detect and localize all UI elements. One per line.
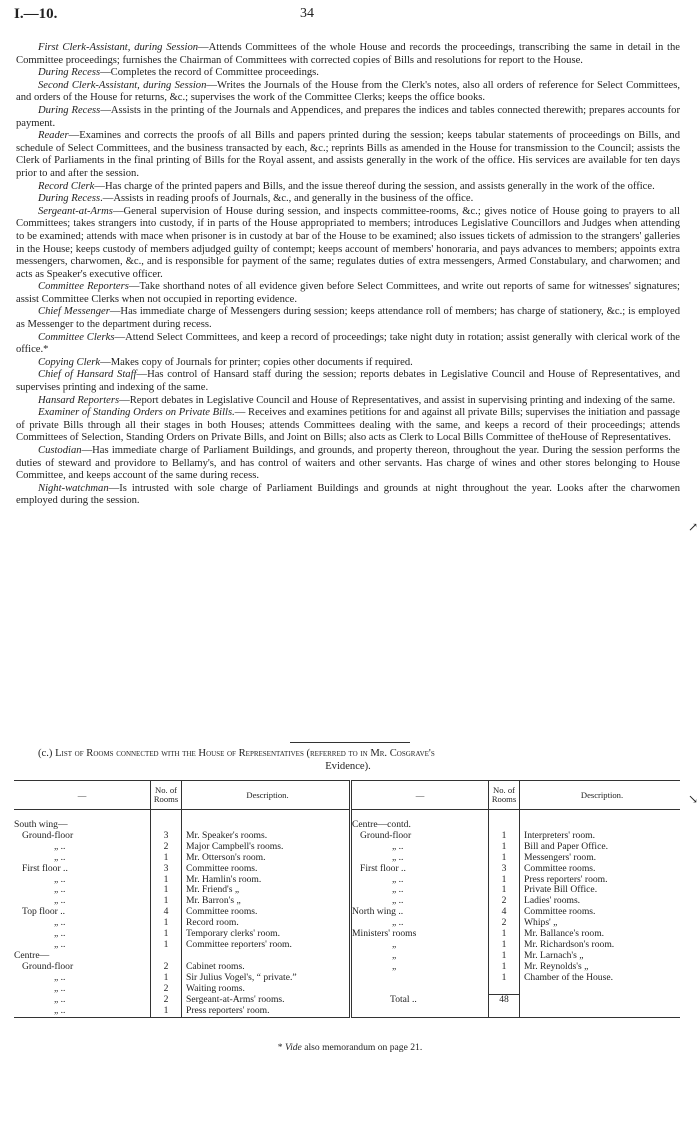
- location-cell: „ ..: [351, 842, 489, 853]
- duty-text: —Attends Committees of the whole House and records the proceedings, transcribing the same in detail in the Committee proceedings; furnishes the Chairman of Committees with corrected copies of Bills and resolutions for report to the House.: [16, 42, 680, 66]
- location-cell: North wing ..: [351, 907, 489, 918]
- duty-text: —Has charge of the printed papers and Bills, and the issue thereof during the session, and assists generally in the work of the office.: [94, 180, 655, 192]
- description-cell: Sir Julius Vogel's, “ private.”: [186, 971, 297, 983]
- location-cell: Ground-floor: [14, 831, 151, 842]
- description-cell: Mr. Friend's „: [186, 884, 240, 896]
- rooms-count-cell: 1: [489, 831, 520, 842]
- description-cell: [520, 984, 681, 995]
- location-cell: „: [351, 940, 489, 951]
- rooms-count-cell: 1: [151, 885, 182, 896]
- duty-title: Committee Clerks: [38, 331, 115, 343]
- duty-text: —Writes the Journals of the House from the Clerk's notes, also all orders of reference for Select Committees, and orders of the House for returns, &c.; supervises the work of the Committee Clerks; keeps the office books.: [16, 79, 680, 104]
- rooms-count-cell: 1: [489, 842, 520, 853]
- rooms-count-cell: 1: [151, 875, 182, 886]
- header-no-left: No. of Rooms: [151, 781, 182, 810]
- duty-title: Second Clerk-Assistant, during Session: [38, 79, 207, 91]
- rooms-count-cell: 1: [489, 962, 520, 973]
- duty-paragraph: [16, 483, 680, 508]
- duty-title: Examiner of Standing Orders on Private Bills.: [38, 407, 235, 419]
- margin-mark-icon: ↗: [688, 520, 699, 534]
- location-cell: Centre—contd.: [351, 820, 489, 831]
- duty-paragraph: [16, 130, 680, 180]
- duty-paragraph: [16, 206, 680, 282]
- header-desc-left: Description.: [182, 781, 351, 810]
- table-row: [14, 1006, 680, 1017]
- rooms-count-cell: 2: [489, 896, 520, 907]
- duty-title: Chief Messenger: [38, 306, 110, 318]
- location-cell: „ ..: [14, 1006, 151, 1017]
- rooms-count-cell: 2: [151, 984, 182, 995]
- location-cell: [351, 1006, 489, 1017]
- duty-paragraph: [16, 193, 680, 206]
- duty-paragraph: [16, 445, 680, 483]
- table-row: [14, 907, 680, 918]
- duty-title: Night-watchman: [38, 482, 109, 494]
- description-cell: Major Campbell's rooms.: [186, 840, 284, 852]
- rooms-count-cell: 3: [151, 831, 182, 842]
- duty-text: —Has immediate charge of Messengers during session; keeps attendance roll of members; has charge of stationery, &c.; is employed as Messenger to the department during recess.: [16, 306, 680, 331]
- duty-title: Sergeant-at-Arms: [38, 205, 113, 217]
- location-cell: „ ..: [14, 940, 151, 951]
- description-cell: Mr. Speaker's rooms.: [186, 829, 268, 841]
- rooms-count-cell: 2: [151, 842, 182, 853]
- description-cell: Committee reporters' room.: [186, 938, 292, 950]
- location-cell: South wing—: [14, 820, 151, 831]
- rooms-count-cell: 2: [489, 918, 520, 929]
- rooms-count-cell: 1: [151, 973, 182, 984]
- duty-paragraph: [16, 67, 680, 80]
- rooms-table: [14, 780, 680, 1018]
- description-cell: Committee rooms.: [186, 906, 258, 918]
- rooms-count-cell: 2: [151, 962, 182, 973]
- description-cell: Mr. Richardson's room.: [524, 938, 615, 950]
- table-caption: (c.) List of Rooms connected with the House of Representatives (referred to in Mr. Cosgrave's Evidence).: [16, 748, 680, 773]
- rooms-count-cell: 2: [151, 995, 182, 1006]
- location-cell: Ground-floor: [351, 831, 489, 842]
- footnote: * Vide also memorandum on page 21.: [277, 1042, 423, 1053]
- location-cell: „ ..: [14, 885, 151, 896]
- rooms-count-cell: [489, 984, 520, 995]
- description-cell: Record room.: [186, 917, 239, 929]
- location-cell: „ ..: [351, 918, 489, 929]
- rooms-count-cell: 1: [489, 875, 520, 886]
- rooms-count-cell: 4: [489, 907, 520, 918]
- location-cell: „ ..: [351, 875, 489, 886]
- duty-text: —Report debates in Legislative Council and House of Representatives, and assist in supervising printing and indexing of the same.: [119, 394, 676, 406]
- rooms-count-cell: 4: [151, 907, 182, 918]
- rooms-count-cell: 1: [489, 973, 520, 984]
- description-cell: Waiting rooms.: [186, 982, 245, 994]
- description-cell: Mr. Reynolds's „: [524, 960, 589, 972]
- duty-text: .—Assists in reading proofs of Journals, &c., and generally in the business of the office.: [100, 193, 474, 205]
- rooms-count-cell: 48: [489, 995, 520, 1006]
- location-cell: Top floor ..: [14, 907, 151, 918]
- duty-title: Custodian: [38, 445, 82, 456]
- location-cell: „ ..: [14, 918, 151, 929]
- description-cell: Cabinet rooms.: [186, 960, 245, 972]
- rooms-count-cell: 1: [151, 940, 182, 951]
- location-cell: Centre—: [14, 951, 151, 962]
- duty-text: —Has immediate charge of Parliament Buildings, and grounds, and property thereon, throughout the year. During the session performs the duties of steward and providore to Bellamy's, and has control of waiters and other servants. Has charge of wines and other stores belonging to House Committee, and keeps account of the same during recess.: [16, 445, 680, 482]
- section-rule: [290, 742, 410, 743]
- duty-paragraph: [16, 332, 680, 357]
- header-dash-right: —: [351, 781, 489, 810]
- location-cell: „: [351, 962, 489, 973]
- location-cell: „ ..: [351, 896, 489, 907]
- description-cell: Mr. Otterson's room.: [186, 851, 266, 863]
- duty-text: —Is intrusted with sole charge of Parliament Buildings and grounds at night throughout the year. Looks after the charwomen employed during the session.: [16, 482, 680, 507]
- location-cell: „ ..: [14, 875, 151, 886]
- caption-line2: Evidence).: [325, 760, 371, 772]
- duty-text: —Completes the record of Committee proceedings.: [100, 67, 319, 79]
- duty-paragraph: [16, 80, 680, 105]
- header-no-right: No. of Rooms: [489, 781, 520, 810]
- rooms-count-cell: 1: [151, 929, 182, 940]
- duty-title: During Recess: [38, 193, 101, 205]
- description-cell: Messengers' room.: [524, 851, 597, 863]
- duty-paragraph: [16, 181, 680, 194]
- duty-title: Reader: [38, 130, 69, 142]
- description-cell: Private Bill Office.: [524, 884, 598, 896]
- table-row: [14, 853, 680, 864]
- duty-paragraph: [16, 105, 680, 130]
- location-cell: „ ..: [14, 984, 151, 995]
- rooms-count-cell: 1: [151, 853, 182, 864]
- description-cell: Bill and Paper Office.: [524, 840, 609, 852]
- duty-text: —Examines and corrects the proofs of all Bills and papers printed during the session; keeps tabular statements of proceedings on Bills, and schedule of Select Committees, and the business transacted by each, &c.; reprints Bills as amended in the House for transmission to the Council; assists the Clerk of Parliaments in the final printing of Bills for the Royal assent, and assists generally in the work of the office. His services are available for ten days prior to and after the session.: [16, 130, 680, 179]
- location-cell: [351, 973, 489, 984]
- description-cell: Ladies' rooms.: [524, 895, 581, 907]
- duty-paragraph: [16, 281, 680, 306]
- duty-title: During Recess: [38, 104, 101, 116]
- location-cell: „ ..: [14, 853, 151, 864]
- description-cell: Interpreters' room.: [524, 829, 595, 841]
- table-row: [14, 995, 680, 1006]
- duties-text: [16, 42, 680, 508]
- duty-text: —Take shorthand notes of all evidence given before Select Committees, and write out reports of same for witnesses' signatures; assist Committee Clerks when not occupied in reporting evidence.: [16, 281, 680, 305]
- description-cell: Press reporters' room.: [524, 873, 608, 885]
- description-cell: Temporary clerks' room.: [186, 928, 281, 940]
- duty-title: Record Clerk: [38, 180, 95, 192]
- header-desc-right: Description.: [520, 781, 681, 810]
- duty-paragraph: [16, 306, 680, 331]
- duty-paragraph: [16, 357, 680, 370]
- table-row: [14, 864, 680, 875]
- duty-text: —Has control of Hansard staff during the session; reports debates in Legislative Council and House of Representatives, and supervises printing and indexing of the same.: [16, 369, 680, 394]
- duty-paragraph: [16, 369, 680, 394]
- duty-title: Hansard Reporters: [38, 394, 120, 406]
- rooms-count-cell: 1: [151, 896, 182, 907]
- page-number: 34: [300, 6, 314, 21]
- description-cell: Mr. Barron's „: [186, 895, 241, 907]
- table-row: [14, 973, 680, 984]
- location-cell: [351, 984, 489, 995]
- rooms-count-cell: 3: [489, 864, 520, 875]
- duty-paragraph: [16, 395, 680, 408]
- duty-title: Chief of Hansard Staff: [38, 369, 137, 381]
- location-cell: „ ..: [14, 973, 151, 984]
- location-cell: „ ..: [14, 842, 151, 853]
- rooms-count-cell: [489, 1006, 520, 1017]
- description-cell: Mr. Larnach's „: [524, 949, 584, 961]
- description-cell: Mr. Ballance's room.: [524, 928, 605, 940]
- header-dash-left: —: [14, 781, 151, 810]
- location-cell: „ ..: [14, 929, 151, 940]
- description-cell: Sergeant-at-Arms' rooms.: [186, 993, 285, 1005]
- duty-text: —Makes copy of Journals for printer; copies other documents if required.: [100, 356, 413, 368]
- rooms-count-cell: 1: [489, 940, 520, 951]
- location-cell: Ministers' rooms: [351, 929, 489, 940]
- series-label: I.—10.: [14, 6, 58, 22]
- table-row: [14, 984, 680, 995]
- location-cell: First floor ..: [351, 864, 489, 875]
- rooms-count-cell: 3: [151, 864, 182, 875]
- rooms-count-cell: 1: [489, 853, 520, 864]
- rooms-count-cell: 1: [151, 918, 182, 929]
- rooms-count-cell: 1: [489, 885, 520, 896]
- duty-text: — Receives and examines petitions for and against all private Bills; supervises the initiation and passage of private Bills through all their stages in both Houses; attends Committees dealing with the same, and keeps a record of their proceedings; attends Committees of Selection, Standing Orders on Private Bills, and Joint on Bills; also acts as Clerk to Local Bills Committee of theHouse of Representatives.: [16, 407, 680, 444]
- location-cell: „ ..: [14, 896, 151, 907]
- location-cell: Ground-floor: [14, 962, 151, 973]
- duty-title: Committee Reporters: [38, 281, 129, 293]
- description-cell: Press reporters' room.: [182, 1006, 351, 1017]
- table-row: [14, 885, 680, 896]
- location-cell: „ ..: [351, 853, 489, 864]
- description-cell: Committee rooms.: [524, 906, 596, 918]
- duty-paragraph: [16, 42, 680, 67]
- location-cell: First floor ..: [14, 864, 151, 875]
- location-cell: „ ..: [351, 885, 489, 896]
- duty-text: —Assists in the printing of the Journals and Appendices, and prepares the indices and tables connected therewith; prepares accounts for payment.: [16, 104, 680, 129]
- description-cell: Committee rooms.: [524, 862, 596, 874]
- duty-paragraph: [16, 407, 680, 445]
- duty-title: During Recess: [38, 67, 101, 79]
- description-cell: [520, 1006, 681, 1017]
- rooms-count-cell: 1: [489, 929, 520, 940]
- duty-text: —Attend Select Committees, and keep a record of proceedings; take night duty in rotation; assist generally with clerical work of the office.*: [16, 331, 680, 356]
- duty-title: First Clerk-Assistant, during Session: [38, 42, 199, 53]
- description-cell: Whips' „: [524, 917, 558, 929]
- rooms-count-cell: 1: [489, 951, 520, 962]
- caption-line1: List of Rooms connected with the House of Representatives (referred to in Mr. Cosgrave's: [55, 748, 435, 759]
- duty-text: —General supervision of House during session, and inspects committee-rooms, &c.; gives notice of House going to prayers to all Committees; takes strangers into custody, if in parts of the House appropriated to members; introduces Legislative Councillors and Judges when attending to be examined; attends with mace when prisoner is in custody at bar of the House to be examined; also issues tickets of admission to the strangers' galleries in the House; keeps custody of members adjudged guilty of contempt; keeps account of members' honoraria, and pays advances to members; appoints extra messengers, charwomen, &c., and is responsible for payment of the same; regulates duties of extra messengers, Armed Constabulary, and charwomen; and acts as Speaker's executive officer.: [16, 205, 680, 280]
- location-cell: „: [351, 951, 489, 962]
- margin-mark-icon: ↘: [688, 792, 699, 806]
- description-cell: Mr. Hamlin's room.: [186, 873, 262, 885]
- description-cell: Chamber of the House.: [524, 971, 613, 983]
- duty-title: Copying Clerk: [38, 356, 101, 368]
- description-cell: Committee rooms.: [186, 862, 258, 874]
- rooms-count-cell: 1: [151, 1006, 182, 1017]
- location-cell: „ ..: [14, 995, 151, 1006]
- location-cell: Total ..: [351, 995, 489, 1006]
- description-cell: [520, 995, 681, 1006]
